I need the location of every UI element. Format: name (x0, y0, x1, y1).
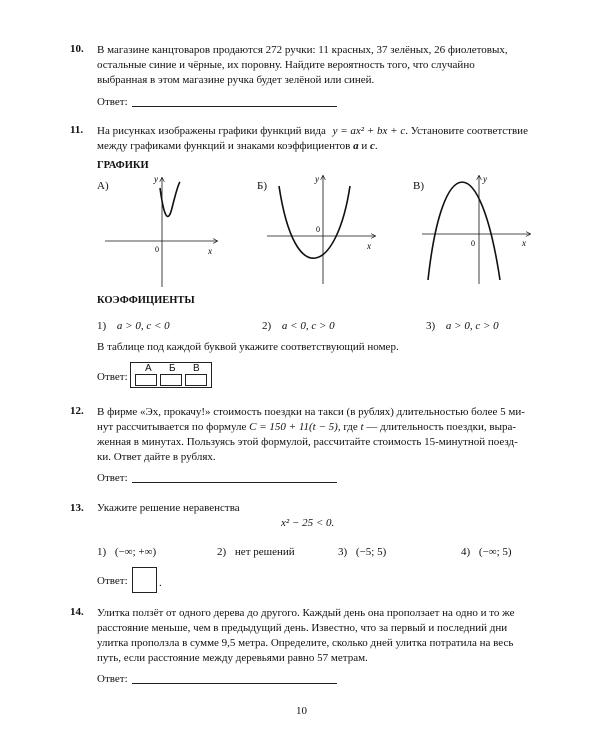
q11-coef-c: c (369, 140, 375, 152)
q12-line-2b: , где (337, 421, 361, 433)
q12-formula: C = 150 + 11(t − 5) (249, 421, 338, 433)
graph-b-x-label: x (367, 241, 371, 251)
q13-option-1-text: (−∞; +∞) (114, 546, 157, 558)
q13-option-3 (338, 546, 386, 558)
q13-option-2 (217, 546, 295, 558)
q11-answer-table (130, 362, 212, 388)
q11-text (97, 124, 567, 154)
graph-a-y-label: y (154, 174, 158, 184)
q11-line-2: между графиками функций и знаками коэффициентов (97, 140, 354, 152)
q11-option-2-text: a < 0, c > 0 (281, 320, 335, 332)
q13-number: 13. (70, 502, 84, 514)
q11-line-2-end: . (374, 140, 378, 152)
page-number: 10 (296, 705, 307, 717)
q13-option-4 (461, 546, 512, 558)
q12-text (97, 405, 567, 465)
graph-a-parabola (160, 182, 180, 216)
q13-option-3-num: 3) (338, 546, 348, 558)
graph-c-parabola (428, 182, 500, 280)
q14-answer-label: Ответ: (97, 673, 128, 685)
q11-table-instruction: В таблице под каждой буквой укажите соответствующий номер. (97, 341, 399, 353)
q13-option-4-text: (−∞; 5) (478, 546, 512, 558)
q14-line-4: путь, если расстояние между деревьями равно 57 метрам. (97, 652, 368, 664)
q11-answer-label: Ответ: (97, 371, 128, 383)
graph-c-x-label: x (522, 238, 526, 248)
q10-answer-label: Ответ: (97, 96, 128, 108)
q11-option-1 (97, 320, 170, 332)
q11-option-3-text: a > 0, c > 0 (445, 320, 499, 332)
q11-line-1: На рисунках изображены графики функций вида (97, 125, 326, 137)
q13-text: Укажите решение неравенства (97, 502, 240, 514)
q12-line-1: В фирме «Эх, прокачу!» стоимость поездки на такси (в рублях) длительностью более 5 ми- (97, 406, 525, 418)
q14-line-1: Улитка ползёт от одного дерева до другого. Каждый день она проползает на одно и то же (97, 607, 515, 619)
table-cell-c[interactable] (185, 374, 207, 386)
q11-option-3-num: 3) (426, 320, 436, 332)
q13-option-3-text: (−5; 5) (355, 546, 387, 558)
graph-b-y-label: y (315, 174, 319, 184)
q12-line-3: женная в минутах. Пользуясь этой формулой, рассчитайте стоимость 15-минутной поезд- (97, 436, 518, 448)
table-letter-b: Б (169, 363, 176, 374)
q12-number: 12. (70, 405, 84, 417)
q12-answer-line[interactable] (132, 472, 337, 483)
graph-b (265, 172, 385, 292)
table-cell-b[interactable] (160, 374, 182, 386)
q12-t: t (360, 421, 364, 433)
q11-option-2 (262, 320, 335, 332)
q11-coef-title: КОЭФФИЦИЕНТЫ (97, 295, 195, 306)
q14-text (97, 606, 567, 666)
q10-text (97, 43, 557, 88)
q10-answer-line[interactable] (132, 96, 337, 107)
graph-a (100, 172, 225, 292)
q13-option-2-num: 2) (217, 546, 227, 558)
q14-answer-line[interactable] (132, 673, 337, 684)
q12-line-4: ки. Ответ дайте в рублях. (97, 451, 216, 463)
graph-c (420, 172, 540, 292)
graph-c-label: В) (413, 180, 424, 192)
graph-a-label: А) (97, 180, 109, 192)
q13-inequality: x² − 25 < 0. (281, 517, 335, 529)
q11-option-3 (426, 320, 499, 332)
q13-answer-dot: . (159, 577, 162, 589)
q11-option-1-text: a > 0, c < 0 (116, 320, 170, 332)
q11-and: и (358, 140, 370, 152)
q13-option-4-num: 4) (461, 546, 471, 558)
q10-line-3: выбранная в этом магазине ручка будет зелёной или синей. (97, 74, 375, 86)
graph-b-origin: 0 (316, 225, 320, 234)
table-letter-a: А (145, 363, 152, 374)
q12-line-2c: — длительность поездки, выра- (363, 421, 517, 433)
graph-a-x-label: x (208, 246, 212, 256)
q14-number: 14. (70, 606, 84, 618)
q14-line-2: расстояние меньше, чем в предыдущий день. Известно, что за первый и последний дни (97, 622, 508, 634)
q10-line-1: В магазине канцтоваров продаются 272 ручки: 11 красных, 37 зелёных, 26 фиолетовых, (97, 44, 508, 56)
q11-number: 11. (70, 124, 84, 136)
q11-option-2-num: 2) (262, 320, 272, 332)
q12-line-2a: нут рассчитывается по формуле (97, 421, 250, 433)
table-letter-c: В (193, 363, 200, 374)
q11-option-1-num: 1) (97, 320, 107, 332)
q13-option-2-text: нет решений (234, 546, 295, 558)
q12-answer-label: Ответ: (97, 472, 128, 484)
q14-line-3: улитка проползла в сумме 9,5 метра. Определите, сколько дней улитка потратила на весь (97, 637, 514, 649)
q11-coef-a: a (353, 140, 359, 152)
q10-line-2: остальные синие и чёрные, их поровну. Найдите вероятность того, что случайно (97, 59, 475, 71)
graph-c-y-label: y (483, 174, 487, 184)
q11-formula: y = ax² + bx + c (332, 125, 406, 137)
graph-b-parabola (279, 186, 350, 258)
q13-option-1 (97, 546, 156, 558)
graph-b-label: Б) (257, 180, 267, 192)
graph-c-origin: 0 (471, 239, 475, 248)
table-cell-a[interactable] (135, 374, 157, 386)
q11-graphs-title: ГРАФИКИ (97, 160, 149, 171)
q13-answer-label: Ответ: (97, 575, 128, 587)
q11-line-1-end: . Установите соответствие (405, 125, 528, 137)
q13-answer-box[interactable] (132, 567, 157, 593)
graph-a-origin: 0 (155, 245, 159, 254)
q10-number: 10. (70, 43, 84, 55)
q13-option-1-num: 1) (97, 546, 107, 558)
